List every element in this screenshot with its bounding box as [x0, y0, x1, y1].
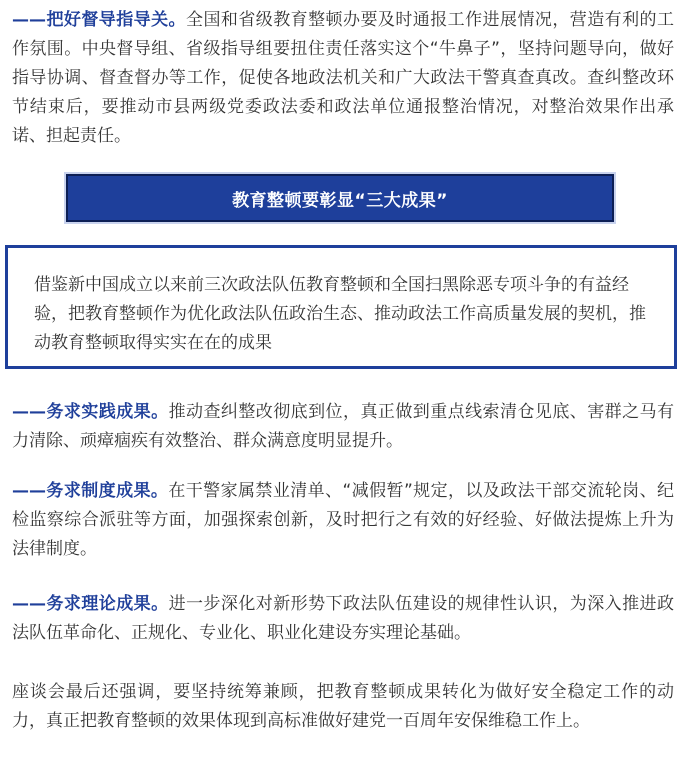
paragraph-body: 推动查纠整改彻底到位，真正做到重点线索清仓见底、害群之马有力清除、顽瘴痼疾有效整治、群众满意度明显提升。 [12, 402, 675, 451]
theory-outcome-paragraph [12, 590, 674, 648]
section-banner: 教育整顿要彰显“三大成果” [66, 174, 614, 222]
paragraph-lead: ——把好督导指导关。 [12, 10, 186, 30]
paragraph-lead: ——务求实践成果。 [12, 402, 169, 422]
paragraph-body: 在干警家属禁业清单、“减假暂”规定，以及政法干部交流轮岗、纪检监察综合派驻等方面，加强探索创新，及时把行之有效的好经验、好做法提炼上升为法律制度。 [12, 481, 674, 559]
institution-outcome-paragraph [12, 477, 674, 564]
paragraph-lead: ——务求制度成果。 [12, 481, 169, 501]
supervision-paragraph [12, 6, 674, 151]
closing-paragraph: 座谈会最后还强调，要坚持统筹兼顾，把教育整顿成果转化为做好安全稳定工作的动力，真正把教育整顿的效果体现到高标准做好建党一百周年安保维稳工作上。 [12, 682, 674, 731]
paragraph-body: 进一步深化对新形势下政法队伍建设的规律性认识，为深入推进政法队伍革命化、正规化、专业化、职业化建设夯实理论基础。 [12, 594, 675, 643]
framed-summary-text: 借鉴新中国成立以来前三次政法队伍教育整顿和全国扫黑除恶专项斗争的有益经验，把教育整顿作为优化政法队伍政治生态、推动政法工作高质量发展的契机，推动教育整顿取得实实在在的成果 [34, 275, 646, 353]
paragraph-lead: ——务求理论成果。 [12, 594, 169, 614]
paragraph-body: 全国和省级教育整顿办要及时通报工作进展情况，营造有利的工作氛围。中央督导组、省级指导组要扭住责任落实这个“牛鼻子”，坚持问题导向，做好指导协调、督查督办等工作，促使各地政法机关和广大政法干警真查真改。查纠整改环节结束后，要推动市县两级党委政法委和政法单位通报整治情况，对整治效果作出承诺、担起责任。 [12, 10, 674, 146]
practice-outcome-paragraph [12, 398, 674, 456]
framed-summary-box [5, 245, 677, 369]
